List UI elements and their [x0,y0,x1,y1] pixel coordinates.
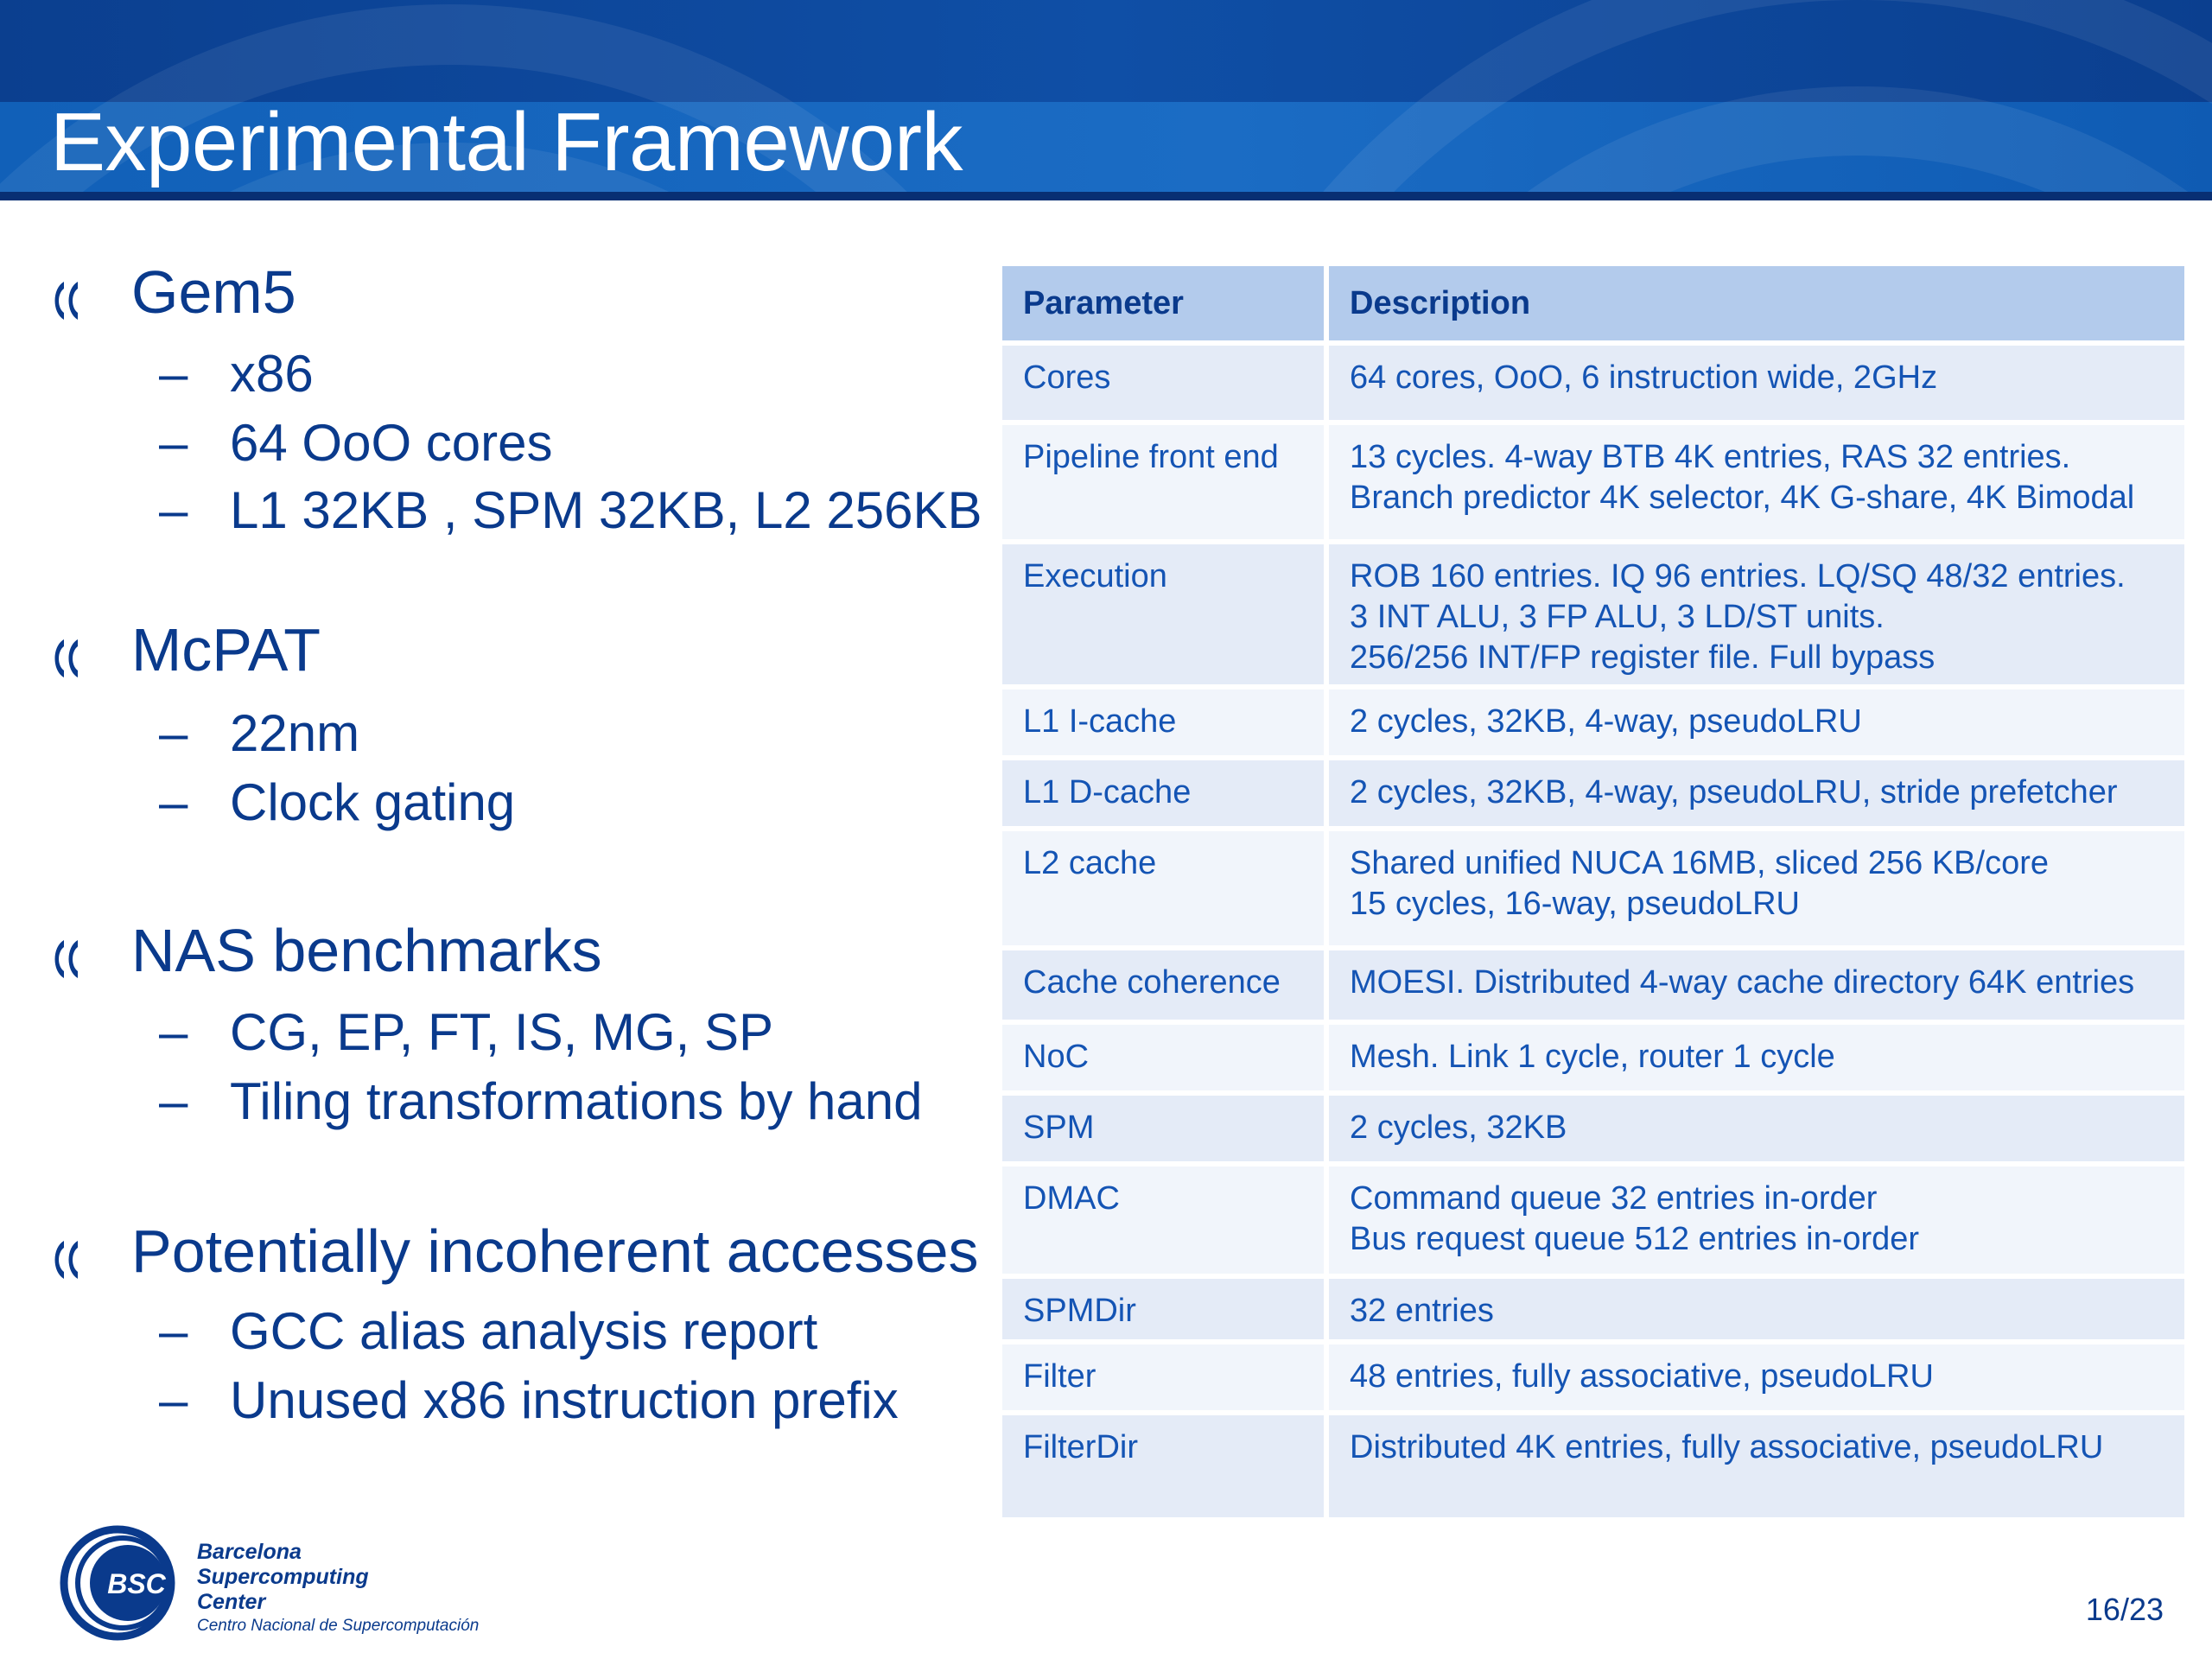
sub-item-text: 22nm [230,704,360,762]
description-line: 2 cycles, 32KB [1350,1109,1567,1146]
description-line: 48 entries, fully associative, pseudoLRU [1350,1358,1934,1395]
section-heading: Potentially incoherent accesses [131,1217,979,1285]
description-cell [1329,1161,2184,1274]
section-heading: NAS benchmarks [131,917,602,984]
description-cell [1329,1339,2184,1410]
sub-item-dash: – [159,1072,188,1130]
parameter-cell: SPM [1002,1090,1329,1161]
sub-item [159,480,982,540]
header-parameter: Parameter [1002,266,1329,340]
bullet-list [0,0,1002,1503]
description-line: Distributed 4K entries, fully associative, pseudoLRU [1350,1429,2104,1465]
parameter-cell: Execution [1002,539,1329,684]
sub-item-dash: – [159,773,188,831]
sub-item-dash: – [159,1003,188,1061]
description-line: 256/256 INT/FP register file. Full bypass [1350,639,1936,676]
sub-item-text: Unused x86 instruction prefix [230,1371,899,1429]
parameters-table [1002,266,2184,1517]
parameter-cell: L2 cache [1002,826,1329,945]
parameter-cell: DMAC [1002,1161,1329,1274]
description-line: Shared unified NUCA 16MB, sliced 256 KB/core [1350,845,2049,881]
table-row [1002,1410,2184,1517]
sub-item [159,1301,817,1361]
description-cell [1329,420,2184,539]
table-row [1002,826,2184,945]
description-line: 15 cycles, 16-way, pseudoLRU [1350,886,1800,922]
table-row [1002,1020,2184,1090]
table-header-row [1002,266,2184,340]
sub-item-text: 64 OoO cores [230,414,553,472]
table-row [1002,539,2184,684]
table-row [1002,1161,2184,1274]
description-line: ROB 160 entries. IQ 96 entries. LQ/SQ 48/32 entries. [1350,558,2126,594]
bullet-mark-icon [47,935,92,983]
page-number: 16/23 [2085,1592,2164,1627]
description-cell [1329,755,2184,826]
sub-item-text: Clock gating [230,773,516,831]
parameter-cell: SPMDir [1002,1274,1329,1339]
logo-abbrev: BSC [107,1568,166,1599]
sub-item-dash: – [159,481,188,539]
sub-item [159,1071,923,1131]
sub-item [159,1370,899,1430]
table-row [1002,1090,2184,1161]
sub-item [159,344,314,404]
description-cell [1329,1020,2184,1090]
sub-item-text: L1 32KB , SPM 32KB, L2 256KB [230,481,982,539]
sub-item-dash: – [159,704,188,762]
parameter-cell: L1 D-cache [1002,755,1329,826]
section-heading: Gem5 [131,258,296,326]
description-cell [1329,684,2184,755]
bullet-mark-icon [47,276,92,325]
table-row [1002,1339,2184,1410]
org-line-2: Supercomputing [197,1565,369,1589]
parameter-cell: Cache coherence [1002,945,1329,1020]
sub-item-dash: – [159,414,188,472]
bullet-mark-icon [47,1236,92,1284]
description-line: 3 INT ALU, 3 FP ALU, 3 LD/ST units. [1350,599,1885,635]
table-row [1002,684,2184,755]
description-line: 32 entries [1350,1293,1494,1329]
sub-item-dash: – [159,1302,188,1360]
sub-item-dash: – [159,345,188,403]
description-line: 64 cores, OoO, 6 instruction wide, 2GHz [1350,359,1938,396]
description-line: 2 cycles, 32KB, 4-way, pseudoLRU [1350,703,1862,740]
parameter-cell: Cores [1002,340,1329,420]
description-line: MOESI. Distributed 4-way cache directory 64K entries [1350,964,2135,1001]
section-heading: McPAT [131,616,321,683]
description-line: Branch predictor 4K selector, 4K G-share, 4K Bimodal [1350,480,2135,516]
description-line: Mesh. Link 1 cycle, router 1 cycle [1350,1039,1835,1075]
parameter-cell: FilterDir [1002,1410,1329,1517]
org-name [197,1540,479,1637]
table-row [1002,755,2184,826]
sub-item [159,703,359,763]
parameter-cell: NoC [1002,1020,1329,1090]
description-line: Command queue 32 entries in-order [1350,1180,1878,1217]
description-cell [1329,340,2184,420]
table-row [1002,945,2184,1020]
parameter-cell: Filter [1002,1339,1329,1410]
parameter-cell: L1 I-cache [1002,684,1329,755]
description-cell [1329,1274,2184,1339]
description-line: 2 cycles, 32KB, 4-way, pseudoLRU, stride prefetcher [1350,774,2118,810]
description-cell [1329,826,2184,945]
bullet-mark-icon [47,634,92,683]
sub-item [159,413,553,473]
org-line-3: Center [197,1590,266,1614]
description-cell [1329,1410,2184,1517]
description-cell [1329,1090,2184,1161]
description-line: 13 cycles. 4-way BTB 4K entries, RAS 32 entries. [1350,439,2071,475]
table-row [1002,1274,2184,1339]
sub-item-text: CG, EP, FT, IS, MG, SP [230,1003,774,1061]
slide-title: Experimental Framework [50,96,963,188]
table-row [1002,420,2184,539]
org-subtitle: Centro Nacional de Supercomputación [197,1617,480,1635]
description-cell [1329,945,2184,1020]
sub-item-text: Tiling transformations by hand [230,1072,923,1130]
sub-item-dash: – [159,1371,188,1429]
header-description: Description [1329,266,2184,340]
parameter-cell: Pipeline front end [1002,420,1329,539]
description-line: Bus request queue 512 entries in-order [1350,1221,1920,1257]
bsc-logo [52,1521,190,1642]
sub-item-text: GCC alias analysis report [230,1302,818,1360]
org-line-1: Barcelona [197,1540,302,1564]
description-cell [1329,539,2184,684]
table-row [1002,340,2184,420]
sub-item [159,1002,773,1062]
sub-item [159,772,515,832]
sub-item-text: x86 [230,345,314,403]
